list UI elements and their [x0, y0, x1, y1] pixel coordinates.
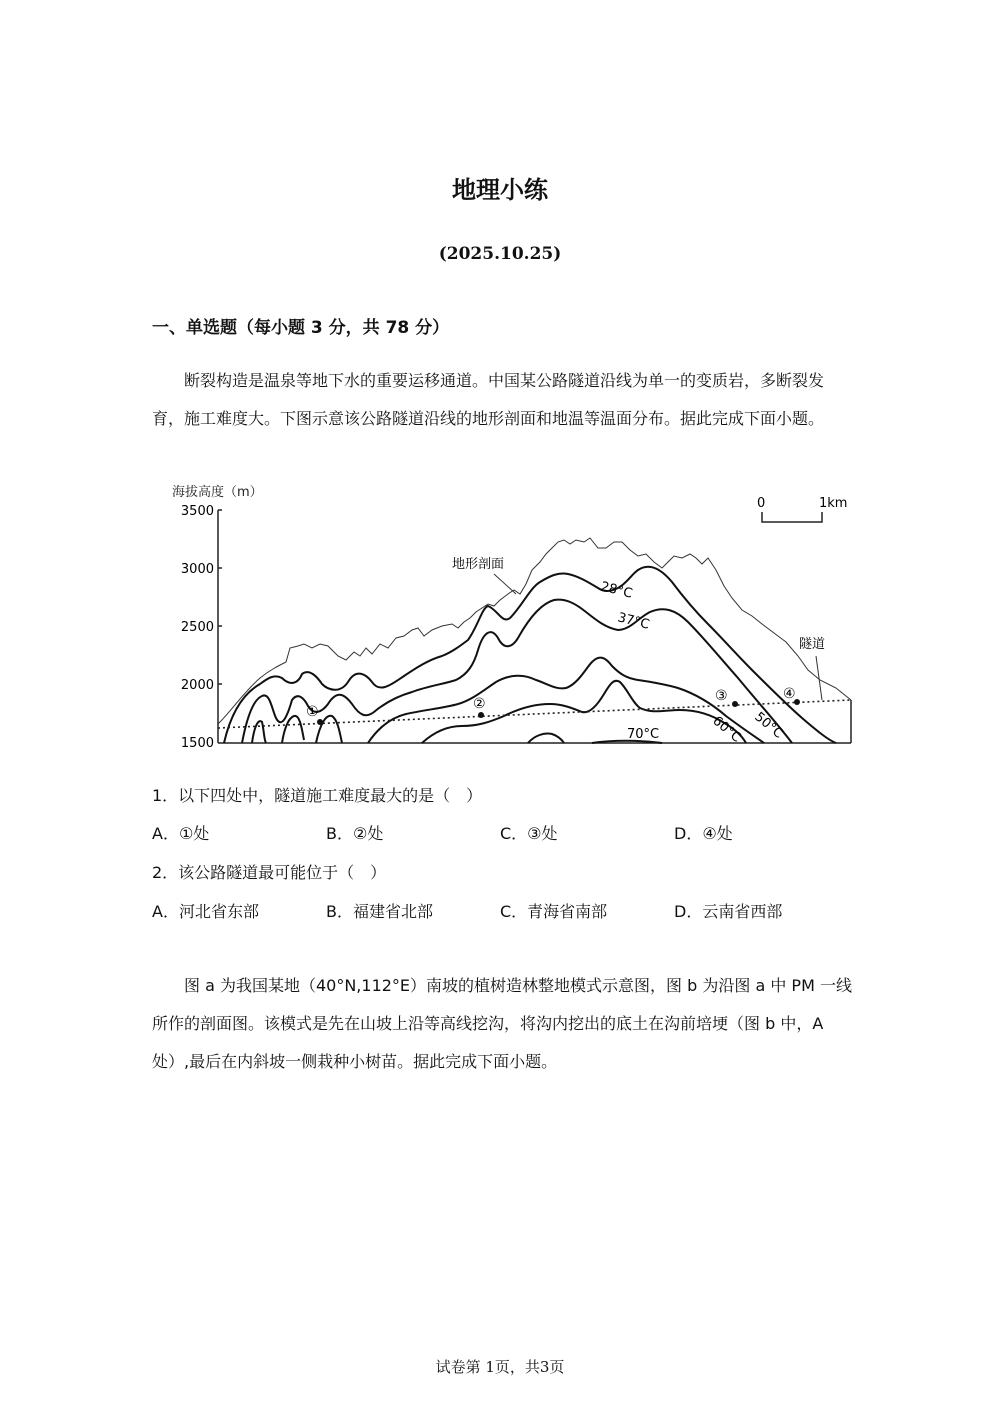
point-3-label: ③ [715, 688, 728, 704]
isotherm-50c-label: 50°C [751, 709, 786, 742]
page-title: 地理小练 [452, 176, 548, 204]
y-tick-2000: 2000 [180, 678, 214, 693]
question-1-stem: 1．以下四处中，隧道施工难度最大的是（ ） [152, 786, 483, 805]
scale-bar [762, 512, 822, 522]
isotherm-50c-line [282, 658, 764, 743]
q2-option-d[interactable]: D．云南省西部 [674, 902, 783, 921]
y-tick-3000: 3000 [180, 562, 214, 577]
isotherm-60c-label: 60°C [709, 713, 744, 746]
passage-1: 断裂构造是温泉等地下水的重要运移通道。中国某公路隧道沿线为单一的变质岩，多断裂发育，施工难度大。下图示意该公路隧道沿线的地形剖面和地温等温面分布。据此完成下面小题。 [152, 371, 825, 428]
scale-zero-label: 0 [757, 496, 766, 511]
page-footer: 试卷第 1页，共3页 [435, 1358, 565, 1376]
point-2-label: ② [473, 696, 486, 712]
tunnel-label: 隧道 [799, 637, 826, 652]
scale-end-label: 1km [819, 496, 848, 511]
section-heading: 一、单选题（每小题 3 分，共 78 分） [152, 318, 450, 338]
question-2-stem: 2．该公路隧道最可能位于（ ） [152, 863, 387, 882]
isotherm-60c-line [252, 681, 746, 743]
terrain-label-leader [494, 574, 516, 594]
q2-option-c[interactable]: C．青海省南部 [500, 902, 608, 921]
y-axis [218, 510, 222, 743]
q2-option-b[interactable]: B．福建省北部 [326, 902, 433, 921]
point-4-label: ④ [783, 686, 796, 702]
terrain-isotherm-figure [152, 478, 862, 750]
point-3-dot [732, 701, 738, 707]
terrain-profile-line [218, 538, 851, 724]
q2-option-a[interactable]: A．河北省东部 [152, 902, 259, 921]
point-2-dot [478, 712, 484, 718]
q1-option-d[interactable]: D．④处 [674, 824, 733, 843]
isotherm-37c-label: 37°C [616, 610, 651, 633]
q1-option-b[interactable]: B．②处 [326, 824, 384, 843]
y-tick-1500: 1500 [180, 736, 214, 750]
exam-date: (2025.10.25) [438, 244, 562, 264]
y-axis-title: 海拔高度（m） [172, 485, 263, 500]
isotherm-70c-label: 70°C [627, 727, 660, 742]
q1-option-c[interactable]: C．③处 [500, 824, 558, 843]
y-tick-3500: 3500 [180, 504, 214, 519]
isotherm-28c-label: 28°C [599, 579, 634, 602]
q1-option-a[interactable]: A．①处 [152, 824, 210, 843]
y-tick-2500: 2500 [180, 620, 214, 635]
terrain-profile-label: 地形剖面 [452, 557, 505, 572]
passage-2: 图 a 为我国某地（40°N,112°E）南坡的植树造林整地模式示意图，图 b 为沿图 a 中 PM 一线所作的剖面图。该模式是先在山坡上沿等高线挖沟，将沟内挖出的底土在沟前培埂（图 b 中，A 处）,最后在内斜坡一侧栽种小树苗。据此完成下面小题。 [152, 976, 852, 1071]
point-1-label: ① [306, 704, 319, 720]
